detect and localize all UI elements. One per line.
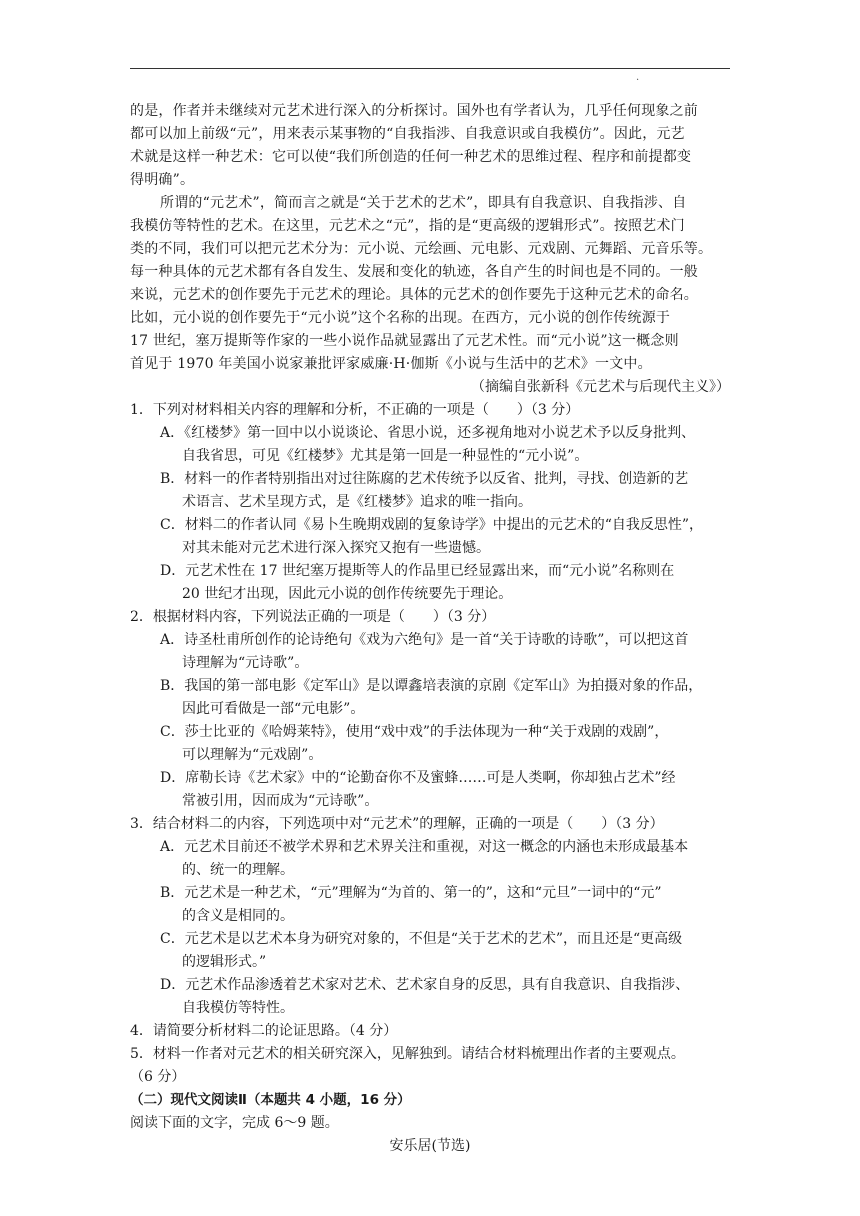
header-rule xyxy=(130,68,730,69)
header-dot: . xyxy=(636,72,640,83)
q1-option-b-cont: 术语言、艺术呈现方式，是《红楼梦》追求的唯一指向。 xyxy=(182,494,532,510)
q2-option-b: B．我国的第一部电影《定军山》是以谭鑫培表演的京剧《定军山》为拍摄对象的作品， xyxy=(160,678,703,694)
q2-option-a: A．诗圣杜甫所创作的论诗绝句《戏为六绝句》是一首“关于诗歌的诗歌”，可以把这首 xyxy=(160,632,689,648)
q1-option-c-cont: 对其未能对元艺术进行深入探究又抱有一些遗憾。 xyxy=(182,540,490,556)
q1-option-d-cont: 20 世纪才出现，因此元小说的创作传统要先于理论。 xyxy=(182,586,513,602)
passage-line: 每一种具体的元艺术都有各自发生、发展和变化的轨迹，各自产生的时间也是不同的。一般 xyxy=(130,264,698,280)
q2-option-c-cont: 可以理解为“元戏剧”。 xyxy=(182,747,323,763)
passage-line: 得明确”。 xyxy=(130,172,195,188)
question-5-cont: （6 分） xyxy=(130,1069,186,1085)
q3-option-d-cont: 自我模仿等特性。 xyxy=(182,1000,294,1016)
q3-option-b: B．元艺术是一种艺术，“元”理解为“为首的、第一的”，这和“元旦”一词中的“元” xyxy=(160,885,662,901)
passage-line: 类的不同，我们可以把元艺术分为：元小说、元绘画、元电影、元戏剧、元舞蹈、元音乐等。 xyxy=(130,241,713,257)
q2-option-a-cont: 诗理解为“元诗歌”。 xyxy=(182,655,309,671)
section-2-title: 安乐居(节选) xyxy=(389,1138,471,1154)
q2-option-b-cont: 因此可看做是一部“元电影”。 xyxy=(182,701,365,717)
section-2-instruction: 阅读下面的文字，完成 6～9 题。 xyxy=(130,1115,339,1131)
question-2-stem: 2．根据材料内容，下列说法正确的一项是（ ）（3 分） xyxy=(130,609,496,625)
passage-line: 17 世纪，塞万提斯等作家的一些小说作品就显露出了元艺术性。而“元小说”这一概念则 xyxy=(130,333,679,349)
q3-option-c-cont: 的逻辑形式。” xyxy=(182,954,267,970)
passage-line: 比如，元小说的创作要先于“元小说”这个名称的出现。在西方，元小说的创作传统源于 xyxy=(130,310,671,326)
q1-option-a-cont: 自我省思，可见《红楼梦》尤其是第一回是一种显性的“元小说”。 xyxy=(182,448,589,464)
q1-option-a: A．《红楼梦》第一回中以小说谈论、省思小说，还多视角地对小说艺术予以反身批判、 xyxy=(160,425,696,441)
passage-line: 都可以加上前级“元”，用来表示某事物的“自我指涉、自我意识或自我模仿”。因此，元艺 xyxy=(130,126,685,142)
passage-line: 术就是这样一种艺术：它可以使“我们所创造的任何一种艺术的思维过程、程序和前提都变 xyxy=(130,149,692,165)
question-1-stem: 1．下列对材料相关内容的理解和分析，不正确的一项是（ ）（3 分） xyxy=(130,402,580,418)
q1-option-b: B．材料一的作者特别指出对过往陈腐的艺术传统予以反省、批判，寻找、创造新的艺 xyxy=(160,471,689,487)
question-3-stem: 3．结合材料二的内容，下列选项中对“元艺术”的理解，正确的一项是（ ）（3 分） xyxy=(130,816,664,832)
passage-line: 我模仿等特性的艺术。在这里，元艺术之“元”，指的是“更高级的逻辑形式”。按照艺术门 xyxy=(130,218,685,234)
passage-source: （摘编自张新科《元艺术与后现代主义》） xyxy=(471,379,730,395)
passage-line: 来说，元艺术的创作要先于元艺术的理论。具体的元艺术的创作要先于这种元艺术的命名。 xyxy=(130,287,698,303)
q1-option-c: C．材料二的作者认同《易卜生晚期戏剧的复象诗学》中提出的元艺术的“自我反思性”， xyxy=(160,517,704,533)
page-content xyxy=(130,100,730,1158)
q2-option-d: D．席勒长诗《艺术家》中的“论勤奋你不及蜜蜂……可是人类啊，你却独占艺术”经 xyxy=(160,770,676,786)
question-5: 5．材料一作者对元艺术的相关研究深入，见解独到。请结合材料梳理出作者的主要观点。 xyxy=(130,1046,685,1062)
q1-option-d: D．元艺术性在 17 世纪塞万提斯等人的作品里已经显露出来，而“元小说”名称则在 xyxy=(160,563,675,579)
q2-option-d-cont: 常被引用，因而成为“元诗歌”。 xyxy=(182,793,379,809)
q3-option-b-cont: 的含义是相同的。 xyxy=(182,908,294,924)
passage-line: 的是，作者并未继续对元艺术进行深入的分析探讨。国外也有学者认为，几乎任何现象之前 xyxy=(130,103,698,119)
q3-option-a: A．元艺术目前还不被学术界和艺术界关注和重视，对这一概念的内涵也未形成最基本 xyxy=(160,839,689,855)
section-2-heading: （二）现代文阅读Ⅱ（本题共 4 小题，16 分） xyxy=(130,1092,411,1108)
passage-line: 所谓的“元艺术”，简而言之就是“关于艺术的艺术”，即具有自我意识、自我指涉、自 xyxy=(160,195,687,211)
q3-option-c: C．元艺术是以艺术本身为研究对象的，不但是“关于艺术的艺术”，而且还是“更高级 xyxy=(160,931,683,947)
q3-option-a-cont: 的、统一的理解。 xyxy=(182,862,294,878)
q3-option-d: D．元艺术作品渗透着艺术家对艺术、艺术家自身的反思，具有自我意识、自我指涉、 xyxy=(160,977,690,993)
q2-option-c: C．莎士比亚的《哈姆莱特》，使用“戏中戏”的手法体现为一种“关于戏剧的戏剧”， xyxy=(160,724,669,740)
question-4: 4．请简要分析材料二的论证思路。（4 分） xyxy=(130,1023,398,1039)
passage-line: 首见于 1970 年美国小说家兼批评家威廉·H·伽斯《小说与生活中的艺术》一文中。 xyxy=(130,356,652,372)
